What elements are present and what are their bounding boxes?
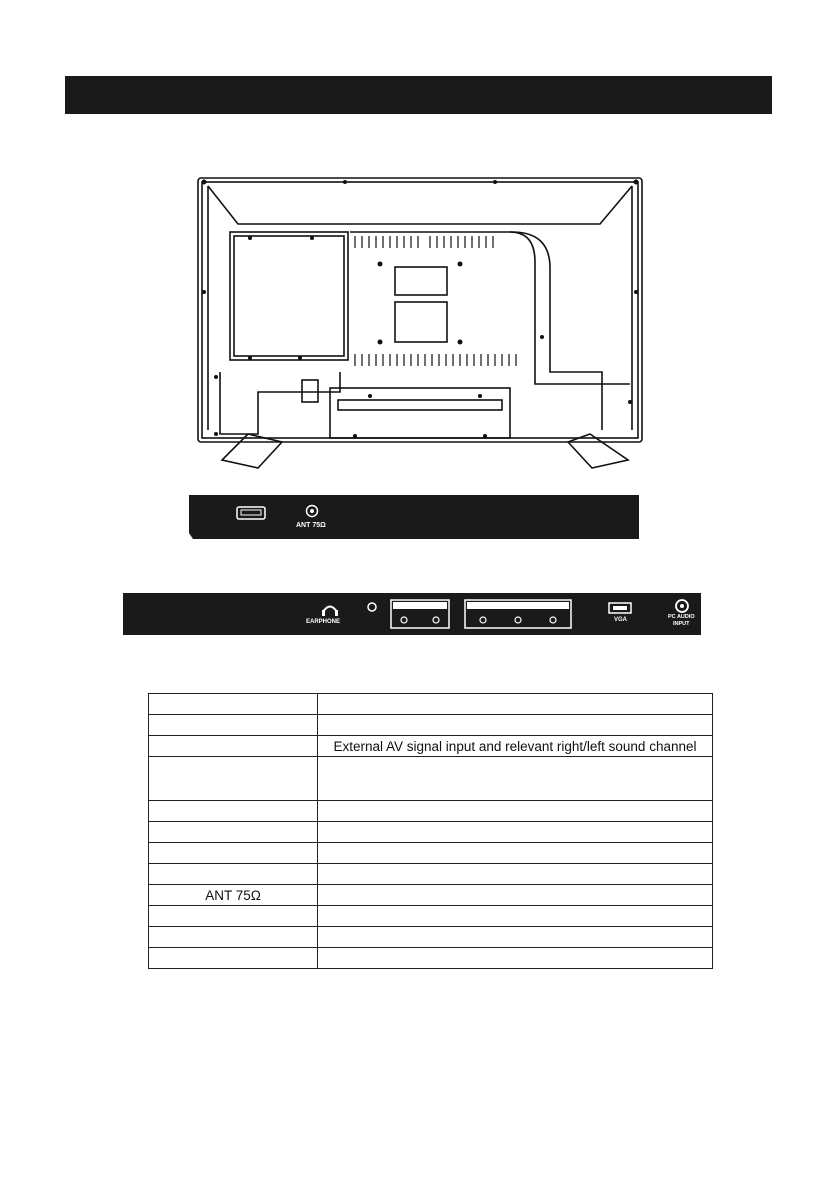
table-row bbox=[149, 843, 713, 864]
pc-audio-label-line2: INPUT bbox=[673, 621, 690, 627]
term-cell bbox=[149, 864, 318, 885]
description-cell bbox=[318, 822, 713, 843]
table-row bbox=[149, 736, 713, 757]
description-cell: External AV signal input and relevant right/left sound channel bbox=[318, 736, 713, 757]
rear-connector-panel bbox=[123, 593, 701, 635]
connection-table bbox=[148, 693, 713, 969]
description-cell bbox=[318, 801, 713, 822]
tv-rear-view-illustration bbox=[190, 172, 650, 474]
table-row bbox=[149, 757, 713, 801]
term-cell bbox=[149, 927, 318, 948]
term-cell bbox=[149, 715, 318, 736]
table-row bbox=[149, 948, 713, 969]
description-cell bbox=[318, 906, 713, 927]
vga-label: VGA bbox=[614, 617, 628, 623]
ant-port-label: ANT 75Ω bbox=[296, 522, 326, 529]
description-cell bbox=[318, 757, 713, 801]
description-cell bbox=[318, 843, 713, 864]
table-row bbox=[149, 885, 713, 906]
table-row bbox=[149, 694, 713, 715]
side-connector-panel bbox=[189, 495, 639, 539]
table-row bbox=[149, 822, 713, 843]
description-cell bbox=[318, 927, 713, 948]
table-row bbox=[149, 801, 713, 822]
term-cell bbox=[149, 757, 318, 801]
description-cell bbox=[318, 694, 713, 715]
term-cell bbox=[149, 801, 318, 822]
description-cell bbox=[318, 715, 713, 736]
earphone-label: EARPHONE bbox=[306, 619, 341, 625]
term-cell bbox=[149, 843, 318, 864]
table-row bbox=[149, 906, 713, 927]
term-cell: ANT 75Ω bbox=[149, 885, 318, 906]
section-header-bar bbox=[65, 76, 772, 114]
term-cell bbox=[149, 906, 318, 927]
term-cell bbox=[149, 948, 318, 969]
table-row bbox=[149, 864, 713, 885]
description-cell bbox=[318, 864, 713, 885]
pc-audio-label-line1: PC AUDIO bbox=[668, 614, 695, 620]
description-cell bbox=[318, 948, 713, 969]
term-cell bbox=[149, 736, 318, 757]
term-cell bbox=[149, 694, 318, 715]
description-cell bbox=[318, 885, 713, 906]
table-row bbox=[149, 927, 713, 948]
term-cell bbox=[149, 822, 318, 843]
table-row bbox=[149, 715, 713, 736]
